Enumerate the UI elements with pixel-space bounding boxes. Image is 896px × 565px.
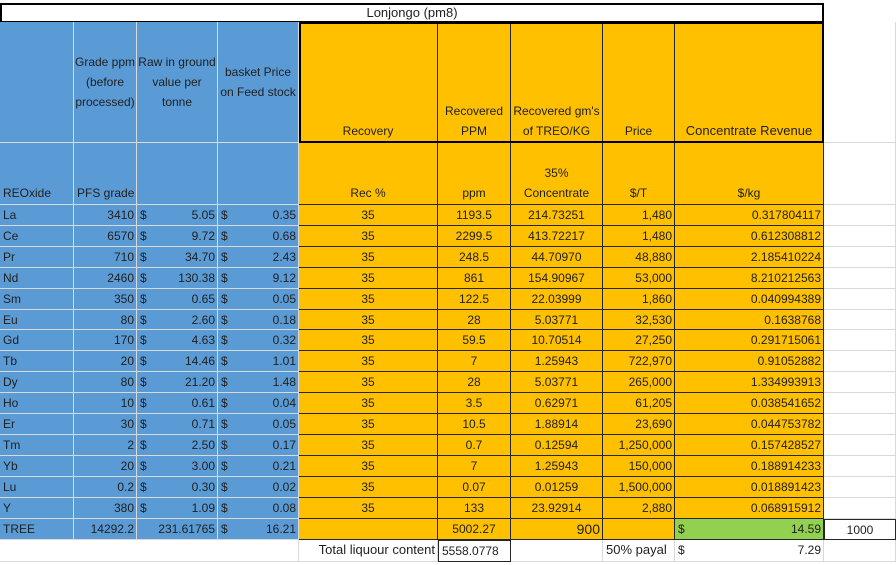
- cell-recovered-ppm[interactable]: 28: [438, 310, 511, 330]
- currency-sign: $: [221, 354, 228, 368]
- cell-price[interactable]: 1,860: [603, 289, 675, 310]
- cell-raw-value[interactable]: [137, 456, 218, 477]
- cell-recovery[interactable]: 35: [299, 435, 438, 456]
- cell-raw-value[interactable]: [137, 477, 218, 498]
- currency-sign: $: [140, 396, 147, 410]
- total-concentrate-revenue[interactable]: [675, 519, 824, 540]
- cell-recovered-ppm[interactable]: 861: [438, 268, 511, 289]
- cell-recovered-gms[interactable]: 10.70514: [511, 330, 603, 351]
- cell-price[interactable]: 1,250,000: [603, 435, 675, 456]
- subheader-grade[interactable]: PFS grade: [74, 143, 137, 205]
- currency-amount: 2.43: [272, 250, 296, 264]
- cell-price[interactable]: 150,000: [603, 456, 675, 477]
- currency-amount: 2.50: [191, 438, 215, 452]
- cell-basket-price[interactable]: [218, 498, 299, 519]
- empty-cell[interactable]: [824, 310, 896, 330]
- cell-price[interactable]: 48,880: [603, 247, 675, 268]
- cell-concentrate-revenue[interactable]: 0.612308812: [675, 226, 824, 247]
- cell-oxide[interactable]: Pr: [0, 247, 74, 268]
- currency-amount: 7.29: [797, 543, 821, 557]
- empty-footer-cell[interactable]: [0, 540, 299, 562]
- cell-recovery[interactable]: 35: [299, 393, 438, 414]
- currency-sign: $: [221, 208, 228, 222]
- cell-basket-price[interactable]: [218, 393, 299, 414]
- cell-oxide[interactable]: Ce: [0, 226, 74, 247]
- currency-sign: $: [140, 208, 147, 222]
- liquor-label[interactable]: Total liquour content: [299, 540, 438, 562]
- cell-raw-value[interactable]: [137, 310, 218, 330]
- subheader-recovered-ppm[interactable]: ppm: [438, 143, 511, 205]
- cell-price[interactable]: 53,000: [603, 268, 675, 289]
- cell-recovered-ppm[interactable]: 133: [438, 498, 511, 519]
- cell-raw-value[interactable]: [137, 330, 218, 351]
- subheader-oxide[interactable]: REOxide: [0, 143, 74, 205]
- empty-cell[interactable]: [824, 205, 896, 226]
- subheader-raw-value[interactable]: [137, 143, 218, 205]
- subheader-recovered-gms[interactable]: 35% Concentrate: [511, 143, 603, 205]
- currency-sign: $: [140, 501, 147, 515]
- empty-subheader-cell[interactable]: [824, 143, 896, 205]
- empty-cell[interactable]: [824, 414, 896, 435]
- currency-sign: $: [221, 375, 228, 389]
- cell-grade[interactable]: 6570: [74, 226, 137, 247]
- currency-amount: 0.21: [272, 459, 296, 473]
- total-label[interactable]: TREE: [0, 519, 74, 540]
- cell-recovered-gms[interactable]: 5.03771: [511, 310, 603, 330]
- cell-grade[interactable]: 350: [74, 289, 137, 310]
- currency-sign: $: [140, 250, 147, 264]
- cell-recovery[interactable]: 35: [299, 456, 438, 477]
- cell-recovered-ppm[interactable]: 1193.5: [438, 205, 511, 226]
- cell-oxide[interactable]: Ho: [0, 393, 74, 414]
- cell-recovered-ppm[interactable]: 0.07: [438, 477, 511, 498]
- cell-price[interactable]: 265,000: [603, 372, 675, 393]
- cell-basket-price[interactable]: [218, 477, 299, 498]
- currency-sign: $: [221, 292, 228, 306]
- currency-sign: $: [140, 292, 147, 306]
- cell-concentrate-revenue[interactable]: 0.157428527: [675, 435, 824, 456]
- header-oxide[interactable]: [0, 22, 74, 143]
- empty-cell[interactable]: [824, 351, 896, 372]
- cell-concentrate-revenue[interactable]: 0.068915912: [675, 498, 824, 519]
- header-grade[interactable]: Grade ppm (before processed): [74, 22, 137, 143]
- cell-raw-value[interactable]: [137, 226, 218, 247]
- currency-amount: 0.02: [272, 480, 296, 494]
- currency-amount: 0.08: [272, 501, 296, 515]
- sheet-title[interactable]: Lonjongo (pm8): [0, 3, 824, 23]
- currency-sign: $: [140, 271, 147, 285]
- cell-grade[interactable]: 80: [74, 310, 137, 330]
- cell-price[interactable]: 23,690: [603, 414, 675, 435]
- empty-cell[interactable]: [824, 393, 896, 414]
- cell-recovered-ppm[interactable]: 28: [438, 372, 511, 393]
- currency-sign: $: [140, 229, 147, 243]
- subheader-basket-price[interactable]: [218, 143, 299, 205]
- currency-sign: $: [221, 480, 228, 494]
- currency-amount: 14.59: [790, 522, 821, 536]
- subheader-price[interactable]: $/T: [603, 143, 675, 205]
- total-price[interactable]: [603, 519, 675, 540]
- empty-cell[interactable]: [824, 435, 896, 456]
- cell-recovered-gms[interactable]: 23.92914: [511, 498, 603, 519]
- total-recovery[interactable]: [299, 519, 438, 540]
- cell-recovery[interactable]: 35: [299, 372, 438, 393]
- cell-oxide[interactable]: Y: [0, 498, 74, 519]
- cell-oxide[interactable]: Dy: [0, 372, 74, 393]
- cell-grade[interactable]: 2: [74, 435, 137, 456]
- cell-raw-value[interactable]: [137, 205, 218, 226]
- currency-amount: 1.48: [272, 375, 296, 389]
- cell-recovered-gms[interactable]: 0.01259: [511, 477, 603, 498]
- cell-recovery[interactable]: 35: [299, 498, 438, 519]
- empty-header-cell[interactable]: [824, 22, 896, 143]
- cell-basket-price[interactable]: [218, 330, 299, 351]
- currency-sign: $: [221, 333, 228, 347]
- currency-sign: $: [221, 271, 228, 285]
- cell-recovery[interactable]: 35: [299, 289, 438, 310]
- cell-concentrate-revenue[interactable]: 0.044753782: [675, 414, 824, 435]
- cell-basket-price[interactable]: [218, 310, 299, 330]
- currency-amount: 130.38: [178, 271, 215, 285]
- currency-amount: 0.65: [191, 292, 215, 306]
- currency-amount: 0.05: [272, 417, 296, 431]
- cell-recovered-ppm[interactable]: 122.5: [438, 289, 511, 310]
- cell-recovered-gms[interactable]: 413.72217: [511, 226, 603, 247]
- cell-recovery[interactable]: 35: [299, 414, 438, 435]
- cell-recovered-gms[interactable]: 154.90967: [511, 268, 603, 289]
- header-concentrate-revenue[interactable]: Concentrate Revenue: [675, 22, 824, 143]
- cell-grade[interactable]: 3410: [74, 205, 137, 226]
- header-price[interactable]: Price: [603, 22, 675, 143]
- currency-amount: 0.18: [272, 313, 296, 327]
- cell-recovered-gms[interactable]: 5.03771: [511, 372, 603, 393]
- header-recovered-ppm[interactable]: Recovered PPM: [438, 22, 511, 143]
- cell-raw-value[interactable]: [137, 498, 218, 519]
- currency-sign: $: [140, 480, 147, 494]
- cell-price[interactable]: 1,480: [603, 226, 675, 247]
- cell-recovered-ppm[interactable]: 0.7: [438, 435, 511, 456]
- cell-grade[interactable]: 20: [74, 351, 137, 372]
- currency-amount: 0.17: [272, 438, 296, 452]
- cell-oxide[interactable]: Sm: [0, 289, 74, 310]
- total-grade[interactable]: 14292.2: [74, 519, 137, 540]
- cell-recovery[interactable]: 35: [299, 330, 438, 351]
- cell-grade[interactable]: 380: [74, 498, 137, 519]
- subheader-recovery[interactable]: Rec %: [299, 143, 438, 205]
- total-recovered-ppm[interactable]: 5002.27: [438, 519, 511, 540]
- currency-sign: $: [221, 459, 228, 473]
- cell-raw-value[interactable]: [137, 372, 218, 393]
- currency-amount: 9.72: [191, 229, 215, 243]
- cell-recovered-gms[interactable]: 0.12594: [511, 435, 603, 456]
- cell-basket-price[interactable]: [218, 268, 299, 289]
- currency-amount: 2.60: [191, 313, 215, 327]
- cell-oxide[interactable]: Nd: [0, 268, 74, 289]
- cell-grade[interactable]: 2460: [74, 268, 137, 289]
- cell-grade[interactable]: 30: [74, 414, 137, 435]
- currency-sign: $: [221, 417, 228, 431]
- currency-amount: 1.01: [272, 354, 296, 368]
- cell-basket-price[interactable]: [218, 289, 299, 310]
- currency-amount: 0.32: [272, 333, 296, 347]
- total-recovered-gms[interactable]: 900: [511, 519, 603, 540]
- empty-cell[interactable]: [824, 456, 896, 477]
- payable-label[interactable]: 50% payal: [603, 540, 675, 562]
- currency-sign: $: [221, 396, 228, 410]
- cell-grade[interactable]: 10: [74, 393, 137, 414]
- empty-cell[interactable]: [824, 289, 896, 310]
- cell-oxide[interactable]: La: [0, 205, 74, 226]
- currency-amount: 14.46: [184, 354, 215, 368]
- total-raw-value[interactable]: 231.61765: [137, 519, 218, 540]
- cell-concentrate-revenue[interactable]: 8.210212563: [675, 268, 824, 289]
- currency-amount: 5.05: [191, 208, 215, 222]
- currency-amount: 16.21: [265, 522, 296, 536]
- cell-raw-value[interactable]: [137, 351, 218, 372]
- subheader-concentrate-revenue[interactable]: $/kg: [675, 143, 824, 205]
- currency-sign: $: [221, 501, 228, 515]
- cell-recovered-ppm[interactable]: 7: [438, 351, 511, 372]
- currency-amount: 0.04: [272, 396, 296, 410]
- cell-recovery[interactable]: 35: [299, 310, 438, 330]
- total-basket-price[interactable]: [218, 519, 299, 540]
- currency-amount: 0.35: [272, 208, 296, 222]
- currency-sign: $: [221, 229, 228, 243]
- cell-recovered-gms[interactable]: 1.25943: [511, 456, 603, 477]
- currency-sign: $: [221, 438, 228, 452]
- currency-sign: $: [678, 543, 685, 557]
- cell-recovered-gms[interactable]: 214.73251: [511, 205, 603, 226]
- currency-amount: 0.30: [191, 480, 215, 494]
- cell-recovered-ppm[interactable]: 3.5: [438, 393, 511, 414]
- currency-amount: 3.00: [191, 459, 215, 473]
- empty-cell[interactable]: [824, 268, 896, 289]
- cell-basket-price[interactable]: [218, 226, 299, 247]
- cell-oxide[interactable]: Eu: [0, 310, 74, 330]
- cell-recovered-gms[interactable]: 1.88914: [511, 414, 603, 435]
- cell-concentrate-revenue[interactable]: 0.040994389: [675, 289, 824, 310]
- cell-recovered-ppm[interactable]: 2299.5: [438, 226, 511, 247]
- empty-cell[interactable]: [824, 247, 896, 268]
- currency-sign: $: [140, 313, 147, 327]
- cell-concentrate-revenue[interactable]: 0.188914233: [675, 456, 824, 477]
- cell-recovered-gms[interactable]: 1.25943: [511, 351, 603, 372]
- empty-cell[interactable]: [824, 372, 896, 393]
- cell-price[interactable]: 2,880: [603, 498, 675, 519]
- cell-price[interactable]: 722,970: [603, 351, 675, 372]
- cell-raw-value[interactable]: [137, 393, 218, 414]
- currency-amount: 34.70: [184, 250, 215, 264]
- cell-oxide[interactable]: Tb: [0, 351, 74, 372]
- header-raw-value[interactable]: Raw in ground value per tonne: [137, 22, 218, 143]
- cell-concentrate-revenue[interactable]: 1.334993913: [675, 372, 824, 393]
- cell-basket-price[interactable]: [218, 205, 299, 226]
- currency-sign: $: [140, 333, 147, 347]
- cell-recovered-ppm[interactable]: 7: [438, 456, 511, 477]
- cell-recovery[interactable]: 35: [299, 226, 438, 247]
- cell-raw-value[interactable]: [137, 247, 218, 268]
- cell-concentrate-revenue[interactable]: 0.317804117: [675, 205, 824, 226]
- currency-sign: $: [140, 417, 147, 431]
- cell-price[interactable]: 61,205: [603, 393, 675, 414]
- cell-recovery[interactable]: 35: [299, 477, 438, 498]
- cell-oxide[interactable]: Lu: [0, 477, 74, 498]
- cell-oxide[interactable]: Er: [0, 414, 74, 435]
- currency-sign: $: [140, 375, 147, 389]
- currency-amount: 0.71: [191, 417, 215, 431]
- cell-recovery[interactable]: 35: [299, 205, 438, 226]
- cell-concentrate-revenue[interactable]: 0.91052882: [675, 351, 824, 372]
- currency-sign: $: [140, 459, 147, 473]
- cell-basket-price[interactable]: [218, 456, 299, 477]
- cell-recovered-ppm[interactable]: 59.5: [438, 330, 511, 351]
- cell-concentrate-revenue[interactable]: 2.185410224: [675, 247, 824, 268]
- cell-recovered-gms[interactable]: 0.62971: [511, 393, 603, 414]
- cell-raw-value[interactable]: [137, 268, 218, 289]
- currency-sign: $: [140, 354, 147, 368]
- cell-recovered-ppm[interactable]: 248.5: [438, 247, 511, 268]
- cell-grade[interactable]: 170: [74, 330, 137, 351]
- cell-recovery[interactable]: 35: [299, 268, 438, 289]
- currency-amount: 9.12: [272, 271, 296, 285]
- liquor-value[interactable]: 5558.0778: [438, 540, 511, 562]
- currency-sign: $: [221, 313, 228, 327]
- cell-recovered-gms[interactable]: 22.03999: [511, 289, 603, 310]
- cell-basket-price[interactable]: [218, 247, 299, 268]
- cell-grade[interactable]: 0.2: [74, 477, 137, 498]
- currency-amount: 4.63: [191, 333, 215, 347]
- cell-basket-price[interactable]: [218, 372, 299, 393]
- cell-basket-price[interactable]: [218, 435, 299, 456]
- header-basket-price[interactable]: basket Price on Feed stock: [218, 22, 299, 143]
- empty-footer-cell[interactable]: [511, 540, 603, 562]
- currency-sign: $: [221, 250, 228, 264]
- currency-amount: 0.68: [272, 229, 296, 243]
- cell-oxide[interactable]: Gd: [0, 330, 74, 351]
- cell-price[interactable]: 27,250: [603, 330, 675, 351]
- currency-amount: 1.09: [191, 501, 215, 515]
- empty-cell[interactable]: [824, 226, 896, 247]
- cell-raw-value[interactable]: [137, 414, 218, 435]
- cell-basket-price[interactable]: [218, 414, 299, 435]
- cell-price[interactable]: 1,480: [603, 205, 675, 226]
- cell-basket-price[interactable]: [218, 351, 299, 372]
- cell-raw-value[interactable]: [137, 289, 218, 310]
- cell-oxide[interactable]: Tm: [0, 435, 74, 456]
- currency-sign: $: [678, 522, 685, 536]
- cell-recovered-ppm[interactable]: 10.5: [438, 414, 511, 435]
- currency-amount: 0.61: [191, 396, 215, 410]
- header-recovered-gms[interactable]: Recovered gm's of TREO/KG: [511, 22, 603, 143]
- empty-cell[interactable]: [824, 477, 896, 498]
- cell-concentrate-revenue[interactable]: 0.038541652: [675, 393, 824, 414]
- currency-amount: 0.05: [272, 292, 296, 306]
- cell-price[interactable]: 1,500,000: [603, 477, 675, 498]
- cell-oxide[interactable]: Yb: [0, 456, 74, 477]
- cell-grade[interactable]: 710: [74, 247, 137, 268]
- cell-recovered-gms[interactable]: 44.70970: [511, 247, 603, 268]
- empty-footer-cell[interactable]: [824, 540, 896, 562]
- header-recovery[interactable]: Recovery: [299, 22, 438, 143]
- cell-concentrate-revenue[interactable]: 0.018891423: [675, 477, 824, 498]
- currency-sign: $: [140, 438, 147, 452]
- empty-cell[interactable]: [824, 330, 896, 351]
- empty-cell[interactable]: [824, 498, 896, 519]
- currency-amount: 21.20: [184, 375, 215, 389]
- cell-recovery[interactable]: 35: [299, 247, 438, 268]
- cell-grade[interactable]: 20: [74, 456, 137, 477]
- payable-value[interactable]: [675, 540, 824, 562]
- cell-recovery[interactable]: 35: [299, 351, 438, 372]
- currency-sign: $: [221, 522, 228, 536]
- cell-raw-value[interactable]: [137, 435, 218, 456]
- total-extra[interactable]: 1000: [824, 519, 896, 540]
- cell-concentrate-revenue[interactable]: 0.291715061: [675, 330, 824, 351]
- cell-price[interactable]: 32,530: [603, 310, 675, 330]
- cell-concentrate-revenue[interactable]: 0.1638768: [675, 310, 824, 330]
- cell-grade[interactable]: 80: [74, 372, 137, 393]
